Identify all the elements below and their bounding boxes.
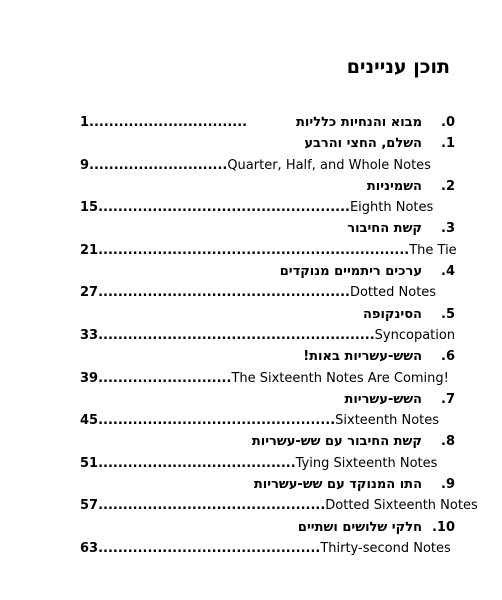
chapter-number: .9	[441, 477, 455, 493]
dot-leader: ........................................	[98, 455, 296, 471]
dot-leader: ...................................................	[98, 200, 350, 216]
dot-leader: ................................	[89, 115, 248, 130]
toc-entry-6	[80, 346, 455, 389]
toc-entry-english-row	[80, 368, 455, 389]
chapter-english-title: Quarter, Half, and Whole Notes	[227, 157, 431, 173]
toc-entry-5	[80, 304, 455, 347]
chapter-number: .3	[441, 221, 455, 237]
page-number: 1	[80, 115, 90, 130]
chapter-number: .6	[441, 349, 455, 365]
page-title: תוכן עניינים	[346, 56, 450, 78]
dot-leader: ..............................................	[98, 498, 326, 514]
chapter-hebrew-title: חלקי שלושים ושתיים	[297, 519, 422, 535]
toc-leader	[80, 328, 455, 343]
toc-entry-heading-row	[80, 218, 455, 239]
chapter-english-title: Dotted Notes	[349, 285, 437, 301]
toc-entry-7	[80, 389, 455, 432]
chapter-hebrew-title: קשת החיבור עם שש-עשריות	[251, 434, 422, 450]
toc-entry-english-row	[80, 325, 455, 346]
toc-entry-0	[80, 112, 455, 133]
toc-leader	[80, 243, 457, 258]
toc-entry-heading-row	[80, 304, 455, 325]
toc-list	[80, 112, 478, 559]
chapter-number: .8	[441, 434, 455, 450]
toc-entry-3	[80, 218, 455, 261]
toc-entry-heading-row	[80, 261, 455, 282]
toc-leader	[80, 200, 433, 215]
page-number: 51	[80, 455, 99, 471]
toc-leader	[80, 541, 451, 556]
toc-leader	[80, 498, 478, 513]
dot-leader: ........................................................	[98, 327, 375, 343]
toc-leader	[80, 413, 439, 428]
toc-entry-heading-row	[80, 431, 455, 452]
chapter-number: .10	[431, 519, 455, 535]
toc-entry-heading-row	[80, 517, 455, 538]
toc-entry-english-row	[80, 495, 478, 516]
chapter-hebrew-title: ערכים ריתמיים מנוקדים	[279, 264, 422, 280]
page-number: 45	[80, 413, 99, 429]
chapter-hebrew-title: התו המנוקד עם שש-עשריות	[253, 477, 422, 493]
page-number: 21	[80, 242, 99, 258]
dot-leader: ............................	[89, 157, 228, 173]
page-number: 27	[80, 285, 99, 301]
toc-entry-heading-row	[80, 389, 455, 410]
chapter-english-title: The Tie	[409, 242, 457, 258]
toc-entry-english-row	[80, 155, 455, 176]
toc-entry-heading-row	[80, 176, 455, 197]
page-number: 15	[80, 200, 99, 216]
chapter-english-title: Syncopation	[374, 327, 456, 343]
chapter-hebrew-title: מבוא והנחיות כלליות	[296, 115, 422, 130]
chapter-hebrew-title: השש-עשריות באות!	[303, 349, 422, 365]
chapter-english-title: Eighth Notes	[349, 200, 434, 216]
chapter-number: .2	[441, 178, 455, 194]
page-number: 33	[80, 327, 99, 343]
dot-leader: ...................................................	[98, 285, 350, 301]
chapter-hebrew-title: קשת החיבור	[347, 221, 422, 237]
chapter-number: .5	[441, 306, 455, 322]
toc-entry-1	[80, 133, 455, 176]
toc-entry-9	[80, 474, 478, 517]
dot-leader: ................................................	[98, 413, 336, 429]
toc-entry-heading-row	[80, 474, 455, 495]
toc-entry-10	[80, 517, 455, 560]
chapter-english-title: The Sixteenth Notes Are Coming!	[231, 370, 449, 386]
page-number: 9	[80, 157, 90, 173]
page-number: 57	[80, 498, 99, 514]
page-number: 63	[80, 540, 99, 556]
toc-entry-english-row	[80, 453, 455, 474]
toc-leader	[80, 456, 437, 471]
toc-entry-english-row	[80, 282, 455, 303]
toc-leader	[80, 371, 449, 386]
toc-leader	[80, 285, 436, 300]
chapter-hebrew-title: הסינקופה	[362, 306, 422, 322]
dot-leader: ...............................................................	[98, 242, 410, 258]
dot-leader: ...........................	[98, 370, 232, 386]
chapter-english-title: Sixteenth Notes	[335, 413, 440, 429]
toc-entry-row	[80, 112, 455, 133]
toc-entry-2	[80, 176, 455, 219]
dot-leader: .............................................	[98, 540, 321, 556]
toc-entry-heading-row	[80, 346, 455, 367]
toc-leader	[80, 115, 247, 130]
toc-entry-english-row	[80, 240, 455, 261]
chapter-english-title: Dotted Sixteenth Notes	[325, 498, 478, 514]
chapter-english-title: Thirty-second Notes	[320, 540, 451, 556]
chapter-number: .1	[441, 136, 455, 152]
chapter-hebrew-title: השלם, החצי והרבע	[304, 136, 422, 152]
page-number: 39	[80, 370, 99, 386]
chapter-number: .7	[441, 391, 455, 407]
toc-entry-heading-row	[80, 133, 455, 154]
toc-leader	[80, 158, 431, 173]
toc-entry-english-row	[80, 197, 455, 218]
toc-entry-8	[80, 431, 455, 474]
toc-entry-english-row	[80, 410, 455, 431]
chapter-hebrew-title: השמיניות	[366, 178, 422, 194]
chapter-english-title: Tying Sixteenth Notes	[295, 455, 438, 471]
chapter-hebrew-title: השש-עשריות	[344, 391, 422, 407]
chapter-number: .0	[441, 115, 455, 130]
toc-entry-4	[80, 261, 455, 304]
chapter-number: .4	[441, 264, 455, 280]
toc-entry-english-row	[80, 538, 455, 559]
